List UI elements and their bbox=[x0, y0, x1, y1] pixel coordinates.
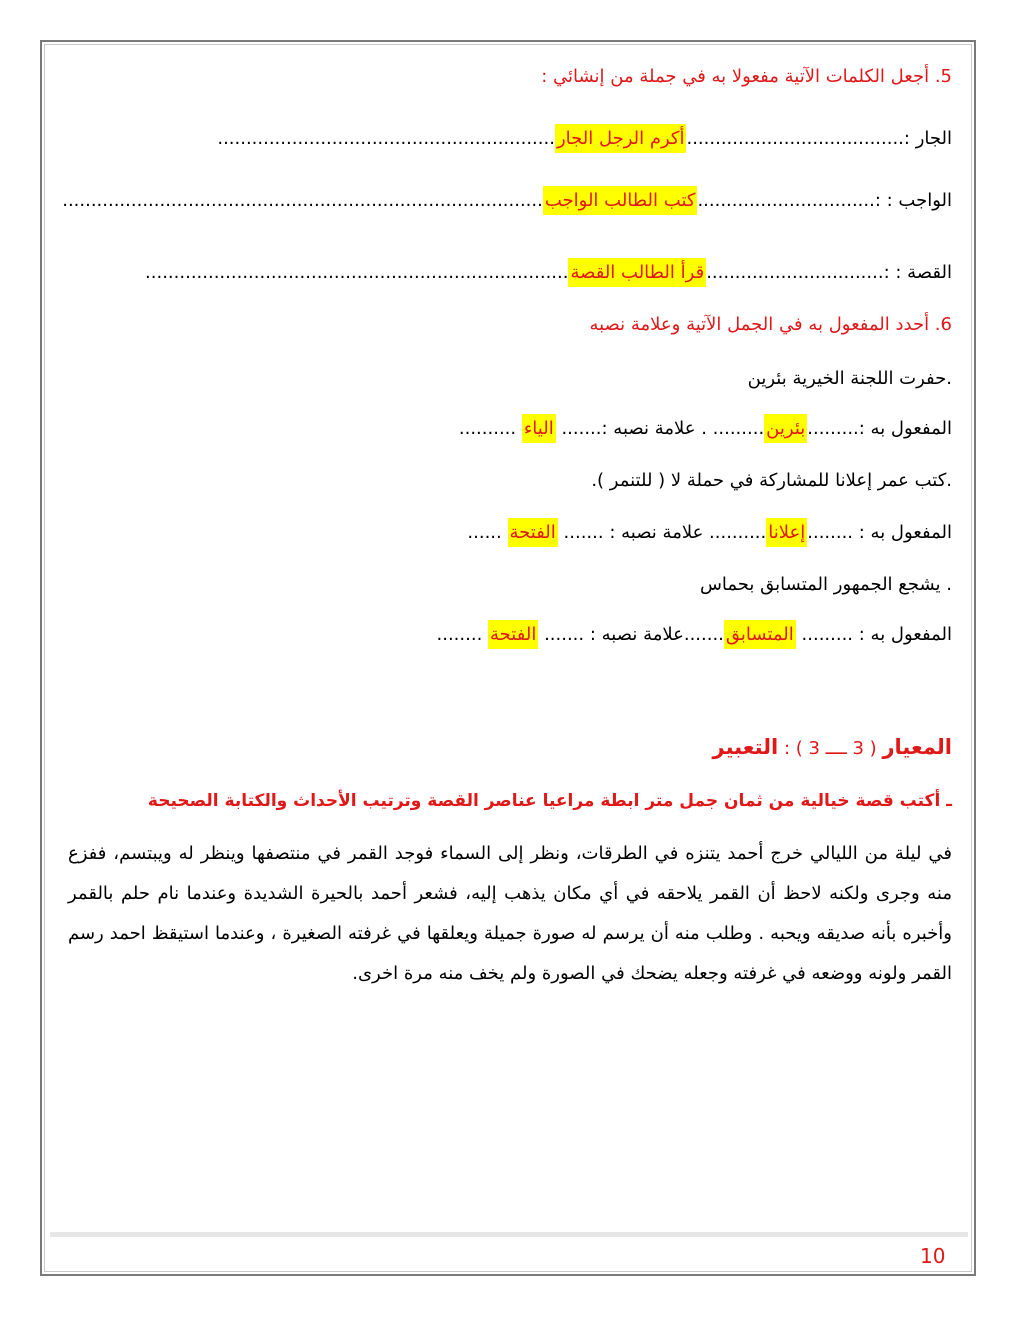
footer-rule bbox=[50, 1232, 968, 1237]
object-answer: بئرين bbox=[764, 414, 807, 443]
q6-answer-1: المفعول به :.........بئرين......... . علامة نصبه :....... الياء .......... bbox=[459, 414, 952, 444]
criterion-range: ( 3 ــــ 3 ) : bbox=[783, 738, 877, 759]
dots: ............................... bbox=[706, 262, 884, 283]
page-number: 10 bbox=[920, 1244, 946, 1268]
q5-item-wajib bbox=[62, 186, 952, 216]
writing-task: ـ أكتب قصة خيالية من ثمان جمل متر ابطة مراعيا عناصر القصة وترتيب الأحداث والكتابة الصحيحة bbox=[147, 791, 952, 811]
object-answer: إعلانا bbox=[766, 518, 807, 547]
q6-answer-3: المفعول به : ......... المتسابق.......علامة نصبه : ....... الفتحة ........ bbox=[437, 620, 952, 650]
object-label: المفعول به : bbox=[858, 418, 952, 439]
answer-highlight: قرأ الطالب القصة bbox=[568, 258, 706, 287]
dots: ...................................... bbox=[686, 128, 904, 149]
q5-item-jar bbox=[217, 124, 952, 154]
q5-title: 5. أجعل الكلمات الآتية مفعولا به في جملة من إنشائي : bbox=[541, 66, 952, 87]
sign-label: علامة نصبه : bbox=[589, 624, 684, 645]
dots: .................................................................................... bbox=[62, 190, 543, 211]
criterion-heading bbox=[713, 732, 952, 764]
criterion-title: التعبير bbox=[712, 735, 779, 759]
sign-answer: الفتحة bbox=[508, 518, 558, 547]
q6-sentence-3: . يشجع الجمهور المتسابق بحماس bbox=[699, 574, 952, 595]
q6-title: 6. أحدد المفعول به في الجمل الآتية وعلامة نصبه bbox=[589, 314, 952, 335]
object-label: المفعول به : bbox=[858, 624, 952, 645]
answer-highlight: كتب الطالب الواجب bbox=[543, 186, 698, 215]
q5-word: القصة : : bbox=[883, 262, 952, 283]
story-paragraph: في ليلة من الليالي خرج أحمد يتنزه في الطرقات، ونظر إلى السماء فوجد القمر في منتصفها وينظر له ويبتسم، ففزع منه وجرى ولكنه لاحظ أن القمر يلاحقه في أي مكان يذهب إليه، فشعر أحمد بالحيرة الشديدة وعندما نام حلم بالقمر وأخبره بأنه صديقه ويحبه . وطلب منه أن يرسم له صورة جميلة ويعلقها في غرفته الصغيرة ، وعندما استيقظ احمد رسم القمر ولونه ووضعه في غرفته وجعله يضحك في الصورة ولم يخف منه مرة اخرى. bbox=[68, 843, 952, 984]
dots: ............................... bbox=[697, 190, 875, 211]
object-label: المفعول به : bbox=[858, 522, 952, 543]
page-border bbox=[40, 40, 976, 1276]
sign-label: علامة نصبه : bbox=[609, 522, 704, 543]
q6-sentence-1: .حفرت اللجنة الخيرية بئرين bbox=[747, 368, 952, 389]
q5-word: الجار : bbox=[903, 128, 952, 149]
dots: ........................................................... bbox=[217, 128, 555, 149]
sign-answer: الياء bbox=[522, 414, 556, 443]
sign-answer: الفتحة bbox=[488, 620, 538, 649]
criterion-label: المعيار bbox=[882, 735, 952, 759]
q5-word: الواجب : : bbox=[874, 190, 952, 211]
q6-sentence-2: .كتب عمر إعلانا للمشاركة في حملة لا ( للتنمر ). bbox=[591, 470, 952, 491]
q6-answer-2: المفعول به : ........إعلانا.......... علامة نصبه : ....... الفتحة ...... bbox=[467, 518, 952, 548]
dots: .......................................................................... bbox=[145, 262, 569, 283]
answer-highlight: أكرم الرجل الجار bbox=[555, 124, 687, 153]
q5-item-qissa bbox=[145, 258, 952, 288]
sign-label: علامة نصبه : bbox=[601, 418, 696, 439]
object-answer: المتسابق bbox=[724, 620, 796, 649]
